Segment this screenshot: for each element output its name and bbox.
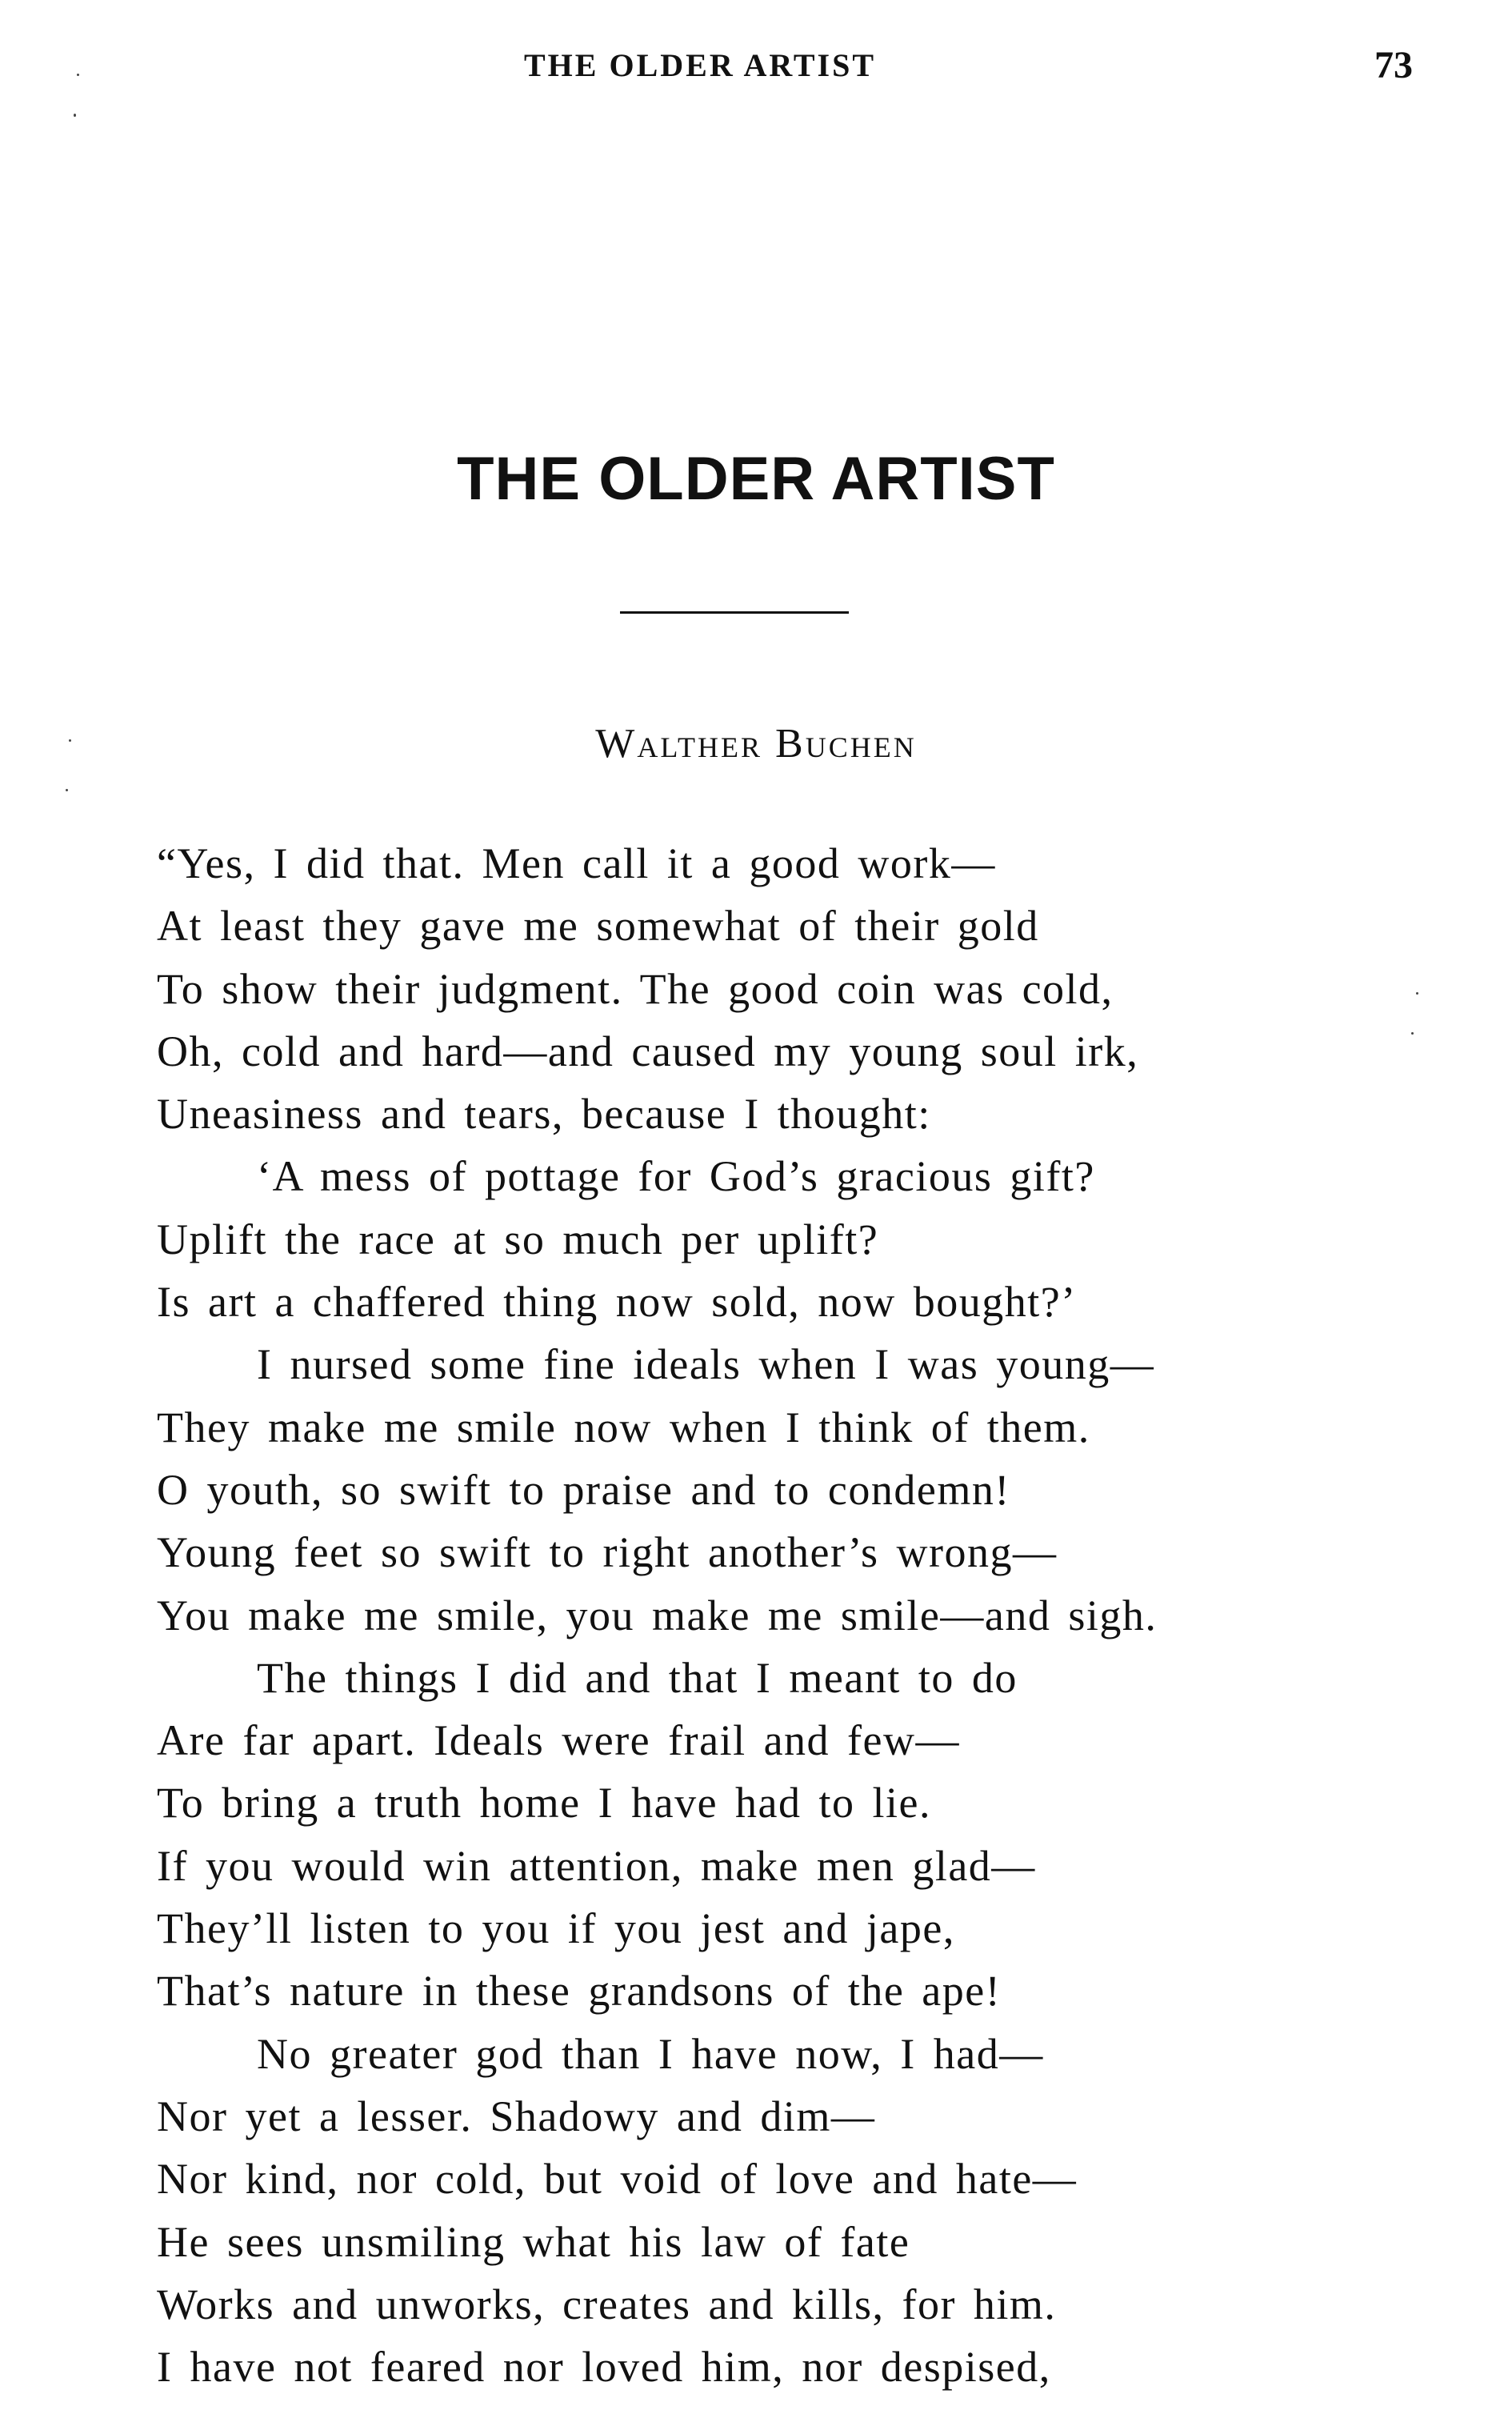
margin-speck [74, 114, 76, 117]
poem-line: If you would win attention, make men glad— [157, 1841, 1036, 1890]
poem-line: Nor kind, nor cold, but void of love and hate— [157, 2155, 1078, 2204]
poem-line: He sees unsmiling what his law of fate [157, 2217, 910, 2266]
poem-line: You make me smile, you make me smile—and sigh. [157, 1591, 1158, 1639]
poem-line: I have not feared nor loved him, nor despised, [157, 2343, 1051, 2392]
poem-line: Uplift the race at so much per uplift? [157, 1215, 879, 1263]
margin-speck [1416, 992, 1418, 995]
poem-line: They’ll listen to you if you jest and jape, [157, 1904, 955, 1953]
poem-line: They make me smile now when I think of them. [157, 1403, 1090, 1451]
poem-line: I nursed some fine ideals when I was young— [257, 1340, 1155, 1389]
poem-line: Is art a chaffered thing now sold, now bought?’ [157, 1278, 1077, 1327]
poem-line: To bring a truth home I have had to lie. [157, 1779, 931, 1828]
page-number: 73 [1374, 44, 1413, 86]
poem-body [157, 832, 1317, 2398]
running-head [0, 46, 1512, 94]
poem-line: To show their judgment. The good coin was cold, [157, 964, 1114, 1013]
margin-speck [1411, 1032, 1414, 1035]
poem-author: Walther Buchen [595, 721, 917, 767]
poem-line: No greater god than I have now, I had— [257, 2029, 1044, 2078]
poem-line: Uneasiness and tears, because I thought: [157, 1090, 931, 1139]
poem-line: ‘A mess of pottage for God’s gracious gift? [257, 1152, 1095, 1201]
poem-line: “Yes, I did that. Men call it a good work— [157, 839, 996, 887]
poem-line: The things I did and that I meant to do [257, 1653, 1018, 1702]
title-divider [620, 611, 849, 614]
margin-speck [77, 74, 79, 76]
poem-line: Young feet so swift to right another’s wrong— [157, 1528, 1058, 1577]
running-title: THE OLDER ARTIST [524, 47, 877, 83]
margin-speck [66, 789, 68, 791]
poem-line: O youth, so swift to praise and to condemn! [157, 1465, 1010, 1514]
poem-title: THE OLDER ARTIST [457, 445, 1055, 513]
poem-line: Oh, cold and hard—and caused my young soul irk, [157, 1027, 1139, 1075]
poem-line: Nor yet a lesser. Shadowy and dim— [157, 2092, 876, 2140]
poem-line: Works and unworks, creates and kills, for him. [157, 2280, 1057, 2328]
poem-line: That’s nature in these grandsons of the ape! [157, 1967, 1002, 2016]
poem-line: Are far apart. Ideals were frail and few— [157, 1716, 961, 1765]
poem-line: At least they gave me somewhat of their gold [157, 902, 1039, 951]
